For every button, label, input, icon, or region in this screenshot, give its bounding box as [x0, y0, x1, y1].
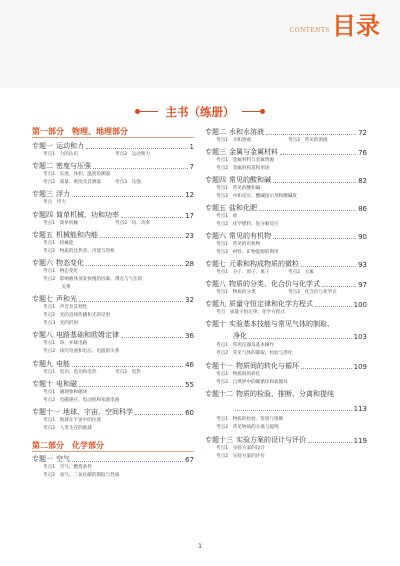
- part-underline: [32, 137, 194, 138]
- topic-entry: [205, 241, 367, 249]
- topic-item: 考点2 元素: [288, 270, 314, 275]
- chapter-title: 地球、宇宙、空间科学: [63, 408, 133, 416]
- chapter-title: 电能: [56, 360, 70, 368]
- topic-entry: [205, 193, 367, 201]
- chapter-title: 电路基础和欧姆定律: [56, 331, 119, 339]
- toc-row: [32, 294, 194, 304]
- topic-item: 考点2 氧气、二氧化碳的制取与性质: [43, 473, 120, 478]
- chapter-page: 93: [358, 261, 367, 269]
- chapter-number: 专题四: [32, 211, 53, 219]
- toc-row: [32, 440, 194, 451]
- toc-row: [205, 157, 367, 165]
- toc-row: [32, 248, 194, 256]
- topic-item: 考点1 物质的检验、鉴别与推断: [216, 417, 284, 422]
- topic-entry: [32, 389, 194, 397]
- chapter-number: 专题九: [205, 300, 226, 308]
- toc-row: [32, 258, 194, 268]
- chapter-number: 专题三: [205, 148, 226, 156]
- topic-entry: [205, 371, 367, 379]
- chapter-page: 36: [185, 332, 194, 340]
- page-number: 1: [198, 543, 202, 550]
- dot-leader: [72, 461, 183, 462]
- topic-entry: [32, 425, 194, 433]
- topic-item: 考点2 探究电流和电压、电阻的关系: [43, 349, 120, 354]
- topic-entry: [205, 157, 367, 165]
- toc-row: [205, 416, 367, 424]
- chapter-title: 物质间的转化与循环: [236, 362, 299, 370]
- topic-item: 考点1 电功、电功和电热: [43, 370, 97, 375]
- topic-item: 考点 质量守恒定律、化学方程式: [216, 310, 285, 315]
- dot-leader: [273, 182, 356, 183]
- topic-item: 考点2 功、功率: [115, 221, 151, 226]
- chapter-title: 实验方案的设计与评价: [236, 436, 306, 444]
- topic-item: 考点1 声音及其特性: [43, 305, 88, 310]
- topic-entry: [205, 342, 367, 350]
- topic-item: 考点1 地球在宇宙中的位置: [43, 418, 102, 423]
- chapter-title: 金属与金属材料: [229, 148, 278, 156]
- topic-entry: [205, 309, 367, 317]
- dot-leader: [72, 366, 183, 367]
- toc-row: [205, 309, 367, 317]
- chapter-entry[interactable]: [32, 258, 194, 268]
- toc-row: [205, 379, 367, 387]
- dot-leader: [308, 442, 352, 443]
- topic-item: 考点1 串、并联电路: [43, 341, 88, 346]
- chapter-title: 空气: [56, 455, 70, 463]
- part-heading: 第二部分 化学部分: [32, 441, 104, 450]
- toc-row: [32, 230, 194, 240]
- toc-row: [32, 330, 194, 340]
- chapter-page: 90: [358, 233, 367, 241]
- topic-item: 考点1 力的认识: [43, 152, 79, 157]
- chapter-title: 运动和力: [56, 142, 84, 150]
- topic-entry: [205, 269, 367, 277]
- toc-row: [32, 268, 194, 276]
- topic-entry: [205, 221, 367, 229]
- topic-item: 考点3 光的折射: [43, 321, 79, 326]
- toc-row: [32, 389, 194, 397]
- toc-row: [32, 417, 194, 425]
- chapter-page: 86: [358, 205, 367, 213]
- topic-item: 考点2 质量、密度及其测量: [43, 180, 102, 185]
- toc-row: [205, 203, 367, 213]
- topic-item: 考点1 物质的分类: [216, 290, 256, 295]
- chapter-entry[interactable]: [32, 454, 194, 464]
- topic-entry: [32, 369, 194, 377]
- chapter-entry[interactable]: [32, 359, 194, 369]
- chapter-number: 专题七: [205, 260, 226, 268]
- chapter-number: 专题五: [205, 204, 226, 212]
- topic-item: 考点1 盐: [216, 214, 238, 219]
- topic-item: 考点2 常见的溶液: [288, 138, 328, 143]
- toc-row: [32, 276, 194, 284]
- dot-leader: [322, 286, 356, 287]
- chapter-entry-continuation: [205, 403, 367, 413]
- dot-leader: [266, 134, 356, 135]
- toc-row: [205, 361, 367, 371]
- toc-row: [32, 220, 194, 228]
- part-underline: [32, 451, 194, 452]
- toc-row: [205, 424, 367, 432]
- topic-item: 考点1 物质间的转化: [216, 372, 261, 377]
- topic-entry: [205, 350, 367, 358]
- chapter-title: 水和水溶液: [229, 128, 264, 136]
- topic-entry: [205, 249, 367, 257]
- chapter-number: 专题三: [32, 190, 53, 198]
- topic-item: 考点1 常见的有机物: [216, 242, 261, 247]
- chapter-title: 密度与压强: [56, 162, 91, 170]
- chapter-page: 100: [353, 301, 367, 309]
- chapter-page: 113: [353, 405, 367, 413]
- toc-row: [32, 179, 194, 187]
- chapter-title: 质量守恒定律和化学方程式: [229, 300, 313, 308]
- toc-row: [32, 454, 194, 464]
- dot-leader: [93, 168, 188, 169]
- chapter-entry[interactable]: [205, 435, 367, 445]
- topic-item: 考点1 分子、原子、离子: [216, 270, 270, 275]
- chapter-entry[interactable]: [32, 141, 194, 151]
- chapter-title: 电和磁: [56, 380, 77, 388]
- toc-row: [205, 249, 367, 257]
- topic-entry: [205, 185, 367, 193]
- toc-row: [205, 221, 367, 229]
- topic-entry: [32, 284, 194, 292]
- chapter-entry[interactable]: [32, 294, 194, 304]
- chapter-title: 净化: [233, 332, 247, 340]
- topic-entry: [205, 445, 367, 453]
- toc-row: [205, 331, 367, 341]
- toc-row: [32, 464, 194, 472]
- dot-leader: [72, 196, 183, 197]
- toc-row: [205, 389, 367, 399]
- chapter-entry[interactable]: [205, 279, 367, 289]
- chapter-number: 专题四: [205, 176, 226, 184]
- topic-entry: [205, 137, 367, 145]
- toc-row: [32, 472, 194, 480]
- chapter-entry[interactable]: [205, 319, 367, 329]
- toc-row: [32, 340, 194, 348]
- toc-row: [205, 147, 367, 157]
- chapter-page: 32: [185, 296, 194, 304]
- dot-leader: [100, 237, 183, 238]
- chapter-title: 常见的有机物: [229, 232, 271, 240]
- chapter-entry[interactable]: [32, 230, 194, 240]
- topic-entry: [32, 304, 194, 312]
- chapter-page: 7: [189, 163, 194, 171]
- dot-leader: [86, 148, 188, 149]
- toc-row: [32, 348, 194, 356]
- part-heading: 第一部分 物理、地理部分: [32, 127, 128, 136]
- chapter-title: 常见的酸和碱: [229, 176, 271, 184]
- toc-row: [205, 213, 367, 221]
- topic-entry: [32, 248, 194, 256]
- toc-row: [205, 127, 367, 137]
- toc-row: [205, 445, 367, 453]
- toc-row: [32, 151, 194, 159]
- chapter-entry-continuation: [205, 331, 367, 341]
- toc-row: [32, 304, 194, 312]
- chapter-number: 专题六: [32, 259, 53, 267]
- toc-row: [205, 289, 367, 297]
- topic-item: 考点1 实验方案的设计: [216, 446, 265, 451]
- topic-entry: [205, 289, 367, 297]
- chapter-number: 专题十: [205, 320, 226, 328]
- chapter-number: 专题十二: [205, 390, 233, 398]
- chapter-entry[interactable]: [205, 389, 367, 399]
- toc-row: [205, 453, 367, 461]
- chapter-number: 专题五: [32, 231, 53, 239]
- topic-item: 考点1 常见的酸和碱: [216, 186, 261, 191]
- topic-item: 考点 浮力: [43, 200, 66, 205]
- topic-item: 考点2 常见物质的分离与提纯: [216, 425, 279, 430]
- chapter-page: 17: [185, 212, 194, 220]
- topic-item: 考点1 金属材料与金属资源: [216, 158, 275, 163]
- chapter-entry[interactable]: [32, 379, 194, 389]
- toc-row: [32, 210, 194, 220]
- dot-leader: [280, 154, 356, 155]
- chapter-number: 专题十一: [32, 408, 60, 416]
- chapter-title: 实验基本技能与常见气体的制取、: [229, 320, 334, 328]
- toc-row: [32, 369, 194, 377]
- toc-row: [32, 359, 194, 369]
- toc-row: [32, 407, 194, 417]
- chapter-page: 72: [358, 129, 367, 137]
- dot-leader: [249, 338, 352, 339]
- toc-row: [205, 279, 367, 289]
- topic-item: 考点2 实验方案的评价: [216, 454, 265, 459]
- toc-row: [32, 161, 194, 171]
- chapter-page: 103: [353, 333, 367, 341]
- toc-row: [32, 141, 194, 151]
- topic-entry: [32, 268, 194, 276]
- topic-entry: [32, 340, 194, 348]
- toc-row: [205, 259, 367, 269]
- toc-row: [32, 397, 194, 405]
- main-title: 主书（练册）: [165, 105, 235, 119]
- chapter-entry[interactable]: [32, 407, 194, 417]
- toc-row: [205, 165, 367, 173]
- chapter-entry[interactable]: [205, 231, 367, 241]
- toc-row: [205, 319, 367, 329]
- chapter-page: 12: [185, 191, 194, 199]
- topic-item: 考点3 压强: [115, 180, 141, 185]
- topic-item: 考点2 化合价与化学式: [288, 290, 337, 295]
- topic-entry: [205, 213, 367, 221]
- topic-entry: [32, 472, 194, 480]
- dot-leader: [235, 410, 352, 411]
- chapter-entry[interactable]: [205, 127, 367, 137]
- toc-row: [205, 241, 367, 249]
- topic-item: 考点1 磁现象和磁场: [43, 390, 88, 395]
- topic-entry: [32, 464, 194, 472]
- topic-item: 考点2 金属的构造和用途: [216, 166, 270, 171]
- chapter-page: 119: [353, 437, 367, 445]
- chapter-entry[interactable]: [32, 330, 194, 340]
- toc-row: [205, 299, 367, 309]
- toc-row: [32, 126, 194, 137]
- chapter-entry[interactable]: [32, 161, 194, 171]
- topic-item: 考点1 长度、体积、温度的测量: [43, 172, 111, 177]
- toc-row: [205, 371, 367, 379]
- dot-leader: [121, 217, 183, 218]
- chapter-entry[interactable]: [205, 175, 367, 185]
- dot-leader: [301, 368, 352, 369]
- topic-entry: [32, 320, 194, 328]
- contents-label: CONTENTS: [289, 27, 330, 34]
- toc-row: [205, 231, 367, 241]
- chapter-number: 专题二: [205, 128, 226, 136]
- chapter-number: 专题十一: [205, 362, 233, 370]
- chapter-page: 1: [189, 143, 194, 151]
- chapter-number: 专题八: [32, 331, 53, 339]
- topic-item: 考点2 人类生存的地球: [43, 426, 92, 431]
- chapter-page: 82: [358, 177, 367, 185]
- chapter-number: 专题八: [205, 280, 226, 288]
- toc-row: [205, 350, 367, 358]
- dot-leader: [259, 210, 356, 211]
- toc-row: [205, 137, 367, 145]
- mulu-title: 目录: [332, 12, 380, 40]
- toc-row: [32, 379, 194, 389]
- topic-item: 考点2 电热: [115, 370, 141, 375]
- topic-entry: [32, 312, 194, 320]
- topic-item: 关系: [43, 285, 71, 290]
- topic-entry: [205, 379, 367, 387]
- topic-entry: [32, 199, 194, 207]
- dot-leader: [273, 238, 356, 239]
- chapter-number: 专题六: [205, 232, 226, 240]
- dot-leader: [121, 337, 183, 338]
- topic-entry: [205, 416, 367, 424]
- chapter-entry[interactable]: [32, 189, 194, 199]
- chapter-number: 专题二: [32, 162, 53, 170]
- chapter-title: 元素和构成物质的微粒: [229, 260, 299, 268]
- topic-entry: [32, 240, 194, 248]
- topic-entry: [32, 417, 194, 425]
- topic-item: 考点1 水和溶液: [216, 138, 252, 143]
- chapter-number: 专题一: [32, 142, 53, 150]
- topic-item: 考点2 光的直线传播和光的反射: [43, 313, 111, 318]
- toc-row: [205, 175, 367, 185]
- contents-heading: [289, 14, 380, 38]
- chapter-page: 67: [185, 456, 194, 464]
- topic-entry: [32, 151, 194, 159]
- topic-item: 考点2 常见气体的制取、检验与净化: [216, 351, 293, 356]
- toc-row: [205, 435, 367, 445]
- topic-entry: [205, 165, 367, 173]
- chapter-title: 盐和化肥: [229, 204, 257, 212]
- chapter-title: 声和光: [56, 295, 77, 303]
- chapter-title: 物态变化: [56, 259, 84, 267]
- chapter-number: 专题十: [32, 380, 53, 388]
- chapter-page: 55: [185, 381, 194, 389]
- dot-leader: [79, 386, 183, 387]
- topic-item: 考点2 物质的比热容、内能与热机: [43, 249, 115, 254]
- topic-item: 考点1 机械能: [43, 241, 74, 246]
- topic-item: 考点2 影响液体蒸发快慢的因素、沸点与气压的: [43, 277, 143, 282]
- toc-row: [205, 269, 367, 277]
- dot-leader: [315, 306, 352, 307]
- topic-entry: [32, 171, 194, 179]
- topic-item: 考点2 运动和力: [115, 152, 151, 157]
- chapter-number: 专题九: [32, 360, 53, 368]
- chapter-entry[interactable]: [32, 210, 194, 220]
- chapter-title: 机械能和内能: [56, 231, 98, 239]
- chapter-page: 60: [185, 409, 194, 417]
- topic-item: 考点1 空气、燃烧条件: [43, 465, 92, 470]
- topic-entry: [32, 220, 194, 228]
- toc-row: [205, 403, 367, 413]
- topic-entry: [205, 424, 367, 432]
- topic-entry: [32, 348, 194, 356]
- toc-row: [205, 193, 367, 201]
- dot-leader: [301, 266, 356, 267]
- toc-row: [32, 312, 194, 320]
- chapter-page: 76: [358, 149, 367, 157]
- chapter-title: 简单机械、功和功率: [56, 211, 119, 219]
- chapter-entry[interactable]: [205, 147, 367, 157]
- topic-item: 考点2 中和反应、酸碱指示剂和酸碱度: [216, 194, 298, 199]
- dot-leader: [135, 414, 183, 415]
- toc-row: [32, 240, 194, 248]
- chapter-title: 浮力: [56, 190, 70, 198]
- chapter-title: 物质的检验、推断、分离和提纯: [236, 390, 334, 398]
- topic-item: 考点2 化学肥料、复分解反应: [216, 222, 279, 227]
- toc-row: [32, 320, 194, 328]
- topic-entry: [32, 179, 194, 187]
- topic-entry: [32, 397, 194, 405]
- toc-row: [32, 171, 194, 179]
- toc-row: [32, 425, 194, 433]
- chapter-number: 专题七: [32, 295, 53, 303]
- toc-row: [205, 185, 367, 193]
- chapter-title: 物质的分类、化合价与化学式: [229, 280, 320, 288]
- dot-leader: [86, 265, 183, 266]
- topic-item: 考点1 物态变化: [43, 269, 79, 274]
- chapter-page: 109: [353, 363, 367, 371]
- topic-item: 考点1 简单机械: [43, 221, 79, 226]
- chapter-entry[interactable]: [205, 361, 367, 371]
- chapter-page: 23: [185, 232, 194, 240]
- toc-row: [32, 199, 194, 207]
- dot-leader: [79, 301, 183, 302]
- toc-row: [32, 284, 194, 292]
- topic-entry: [205, 453, 367, 461]
- chapter-entry[interactable]: [205, 203, 367, 213]
- toc-row: [205, 342, 367, 350]
- chapter-page: 97: [358, 281, 367, 289]
- topic-item: 考点2 材料、矿物能源的利用: [216, 250, 279, 255]
- title-decor-line-right: [242, 111, 260, 112]
- topic-item: 考点2 自然界中的碳循环和氧循环: [216, 380, 288, 385]
- chapter-number: 专题十三: [205, 436, 233, 444]
- topic-item: 考点2 电磁感应、电动机和家庭电路: [43, 398, 120, 403]
- chapter-page: 46: [185, 361, 194, 369]
- chapter-number: 专题一: [32, 455, 53, 463]
- topic-entry: [32, 276, 194, 284]
- chapter-entry[interactable]: [205, 299, 367, 309]
- topic-item: 考点1 常用仪器及基本操作: [216, 343, 275, 348]
- title-decor-dot-right: [260, 109, 265, 114]
- chapter-page: 28: [185, 260, 194, 268]
- chapter-entry[interactable]: [205, 259, 367, 269]
- toc-row: [32, 189, 194, 199]
